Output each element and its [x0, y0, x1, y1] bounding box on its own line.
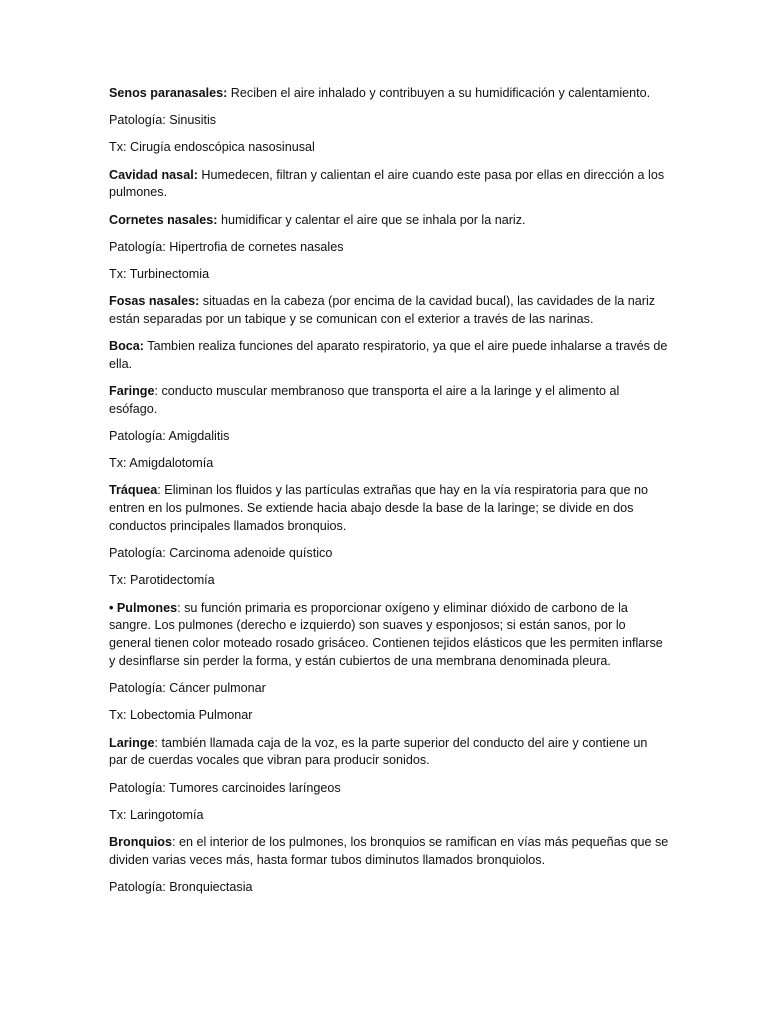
- paragraph-text: Patología: Tumores carcinoides laríngeos: [109, 780, 341, 795]
- paragraph-text: : su función primaria es proporcionar oxígeno y eliminar dióxido de carbono de la sangre. Los pulmones (derecho e izquierdo) son suaves y esponjosos; si están sanos, por lo general tienen color moteado rosado grisáceo. Contienen tejidos elásticos que les permiten inflarse y desinflarse sin perder la forma, y están cubiertos de una membrana denominada pleura.: [109, 600, 663, 668]
- term-label: Laringe: [109, 735, 155, 750]
- paragraph-text: Patología: Bronquiectasia: [109, 879, 253, 894]
- paragraph-text: Reciben el aire inhalado y contribuyen a su humidificación y calentamiento.: [227, 86, 651, 100]
- paragraph-bronquios: [109, 834, 669, 870]
- paragraph-patologia-tumores: [109, 780, 669, 798]
- paragraph-text: Tx: Cirugía endoscópica nasosinusal: [109, 140, 315, 155]
- paragraph-text: situadas en la cabeza (por encima de la cavidad bucal), las cavidades de la nariz están separadas por un tabique y se comunican con el exterior a través de las narinas.: [109, 294, 656, 326]
- paragraph-text: Tx: Lobectomia Pulmonar: [109, 708, 253, 723]
- paragraph-patologia-sinusitis: [109, 112, 669, 130]
- term-label: Fosas nasales:: [109, 294, 200, 309]
- paragraph-patologia-carcinoma: [109, 545, 669, 563]
- paragraph-patologia-bronquiectasia: [109, 879, 669, 897]
- paragraph-text: : en el interior de los pulmones, los bronquios se ramifican en vías más pequeñas que se dividen varias veces más, hasta formar tubos diminutos llamados bronquiolos.: [109, 834, 669, 867]
- paragraph-patologia-hipertrofia: [109, 239, 669, 257]
- term-label: • Pulmones: [109, 600, 178, 615]
- term-label: Senos paranasales:: [109, 86, 228, 100]
- paragraph-text: Tambien realiza funciones del aparato respiratorio, ya que el aire puede inhalarse a través de ella.: [109, 339, 668, 371]
- paragraph-patologia-amigdalitis: [109, 428, 669, 446]
- paragraph-text: : conducto muscular membranoso que transporta el aire a la laringe y el alimento al esófago.: [109, 384, 620, 416]
- term-label: Faringe: [109, 384, 155, 399]
- term-label: Cornetes nasales:: [109, 212, 218, 227]
- paragraph-text: Patología: Cáncer pulmonar: [109, 681, 266, 696]
- term-label: Bronquios: [109, 834, 172, 849]
- paragraph-text: : Eliminan los fluidos y las partículas extrañas que hay en la vía respiratoria para que no entren en los pulmones. Se extiende hacia abajo desde la base de la laringe; se divide en dos conductos principales llamados bronquios.: [109, 483, 649, 534]
- term-label: Tráquea: [109, 483, 158, 498]
- term-label: Cavidad nasal:: [109, 167, 198, 182]
- paragraph-tx-parotidectomia: [109, 572, 669, 590]
- paragraph-text: Tx: Laringotomía: [109, 807, 204, 822]
- term-label: Boca:: [109, 339, 144, 354]
- paragraph-text: Tx: Parotidectomía: [109, 573, 215, 588]
- paragraph-cavidad-nasal: [109, 167, 669, 203]
- paragraph-text: humidificar y calentar el aire que se inhala por la nariz.: [217, 212, 526, 227]
- paragraph-faringe: [109, 383, 669, 419]
- paragraph-senos-paranasales: [109, 85, 669, 103]
- paragraph-tx-amigdalotomia: [109, 455, 669, 473]
- paragraph-text: Patología: Sinusitis: [109, 113, 217, 128]
- paragraph-laringe: [109, 735, 669, 771]
- paragraph-fosas-nasales: [109, 293, 669, 329]
- paragraph-traquea: [109, 482, 669, 535]
- paragraph-text: Tx: Turbinectomia: [109, 266, 210, 281]
- paragraph-cornetes-nasales: [109, 212, 669, 230]
- paragraph-patologia-cancer-pulmonar: [109, 680, 669, 698]
- document-page: [109, 85, 669, 906]
- paragraph-text: Humedecen, filtran y calientan el aire cuando este pasa por ellas en dirección a los pulmones.: [109, 167, 665, 200]
- paragraph-tx-cirugia: [109, 139, 669, 157]
- paragraph-tx-laringotomia: [109, 807, 669, 825]
- paragraph-pulmones: [109, 600, 669, 671]
- paragraph-text: Patología: Carcinoma adenoide quístico: [109, 546, 333, 561]
- paragraph-boca: [109, 338, 669, 374]
- paragraph-text: Tx: Amigdalotomía: [109, 456, 214, 471]
- paragraph-text: Patología: Amigdalitis: [109, 429, 230, 444]
- paragraph-text: Patología: Hipertrofia de cornetes nasales: [109, 239, 344, 254]
- paragraph-tx-turbinectomia: [109, 266, 669, 284]
- paragraph-text: : también llamada caja de la voz, es la parte superior del conducto del aire y contiene un par de cuerdas vocales que vibran para producir sonidos.: [109, 735, 648, 768]
- paragraph-tx-lobectomia: [109, 707, 669, 725]
